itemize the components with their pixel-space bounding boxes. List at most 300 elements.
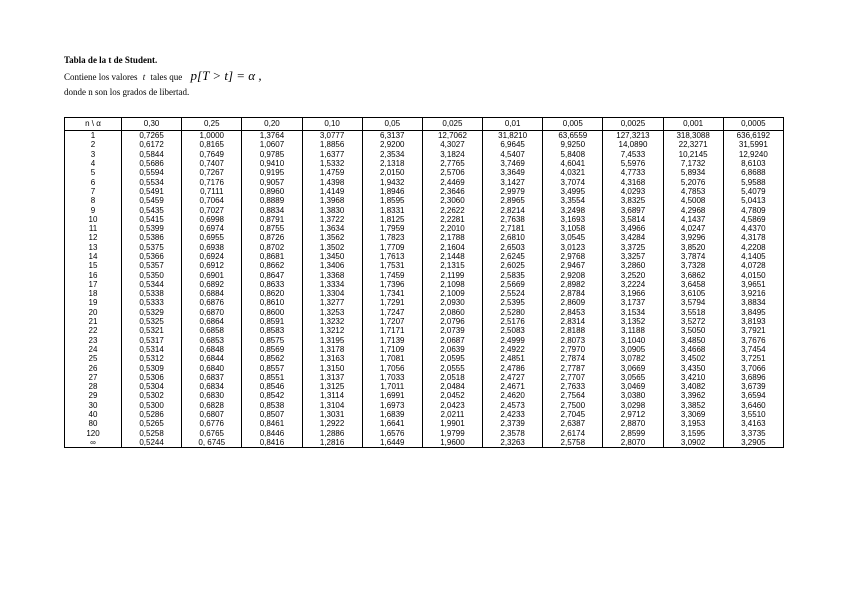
critical-value-cell: 3,4284 (603, 233, 663, 242)
critical-value-cell: 3,8193 (723, 317, 783, 326)
critical-value-cell: 2,6810 (483, 233, 543, 242)
alpha-header: 0,001 (663, 118, 723, 131)
critical-value-cell: 0,8633 (242, 280, 302, 289)
critical-value-cell: 3,7454 (723, 345, 783, 354)
critical-value-cell: 3,7066 (723, 363, 783, 372)
critical-value-cell: 1,3502 (302, 243, 362, 252)
critical-value-cell: 1,9799 (422, 429, 482, 438)
critical-value-cell: 0,7649 (182, 150, 242, 159)
critical-value-cell: 1,3163 (302, 354, 362, 363)
table-row (65, 354, 784, 363)
critical-value-cell: 4,3168 (603, 177, 663, 186)
critical-value-cell: 0,5338 (122, 289, 182, 298)
critical-value-cell: 1,7207 (362, 317, 422, 326)
table-row (65, 177, 784, 186)
critical-value-cell: 0,5344 (122, 280, 182, 289)
critical-value-cell: 0,8165 (182, 140, 242, 149)
critical-value-cell: 1,6641 (362, 419, 422, 428)
critical-value-cell: 3,1040 (603, 336, 663, 345)
critical-value-cell: 0,5244 (122, 438, 182, 448)
critical-value-cell: 0,5314 (122, 345, 182, 354)
degrees-of-freedom-cell: 17 (65, 280, 122, 289)
critical-value-cell: 0, 6745 (182, 438, 242, 448)
critical-value-cell: 22,3271 (663, 140, 723, 149)
critical-value-cell: 1,7341 (362, 289, 422, 298)
table-row (65, 401, 784, 410)
critical-value-cell: 2,9208 (543, 270, 603, 279)
degrees-of-freedom-cell: 19 (65, 298, 122, 307)
critical-value-cell: 1,3031 (302, 410, 362, 419)
critical-value-cell: 0,5286 (122, 410, 182, 419)
critical-value-cell: 3,4668 (663, 345, 723, 354)
critical-value-cell: 1,9432 (362, 177, 422, 186)
degrees-of-freedom-cell: 3 (65, 150, 122, 159)
critical-value-cell: 318,3088 (663, 131, 723, 141)
critical-value-cell: 2,9979 (483, 187, 543, 196)
critical-value-cell: 3,4850 (663, 336, 723, 345)
critical-value-cell: 4,3178 (723, 233, 783, 242)
critical-value-cell: 2,1315 (422, 261, 482, 270)
critical-value-cell: 2,3739 (483, 419, 543, 428)
alpha-header: 0,0025 (603, 118, 663, 131)
critical-value-cell: 4,7733 (603, 168, 663, 177)
critical-value-cell: 0,5329 (122, 308, 182, 317)
critical-value-cell: 0,6765 (182, 429, 242, 438)
critical-value-cell: 3,3962 (663, 391, 723, 400)
critical-value-cell: 2,4851 (483, 354, 543, 363)
critical-value-cell: 4,1437 (663, 215, 723, 224)
critical-value-cell: 3,1824 (422, 150, 482, 159)
critical-value-cell: 2,3263 (483, 438, 543, 448)
critical-value-cell: 2,5395 (483, 298, 543, 307)
critical-value-cell: 1,4759 (302, 168, 362, 177)
critical-value-cell: 2,5758 (543, 438, 603, 448)
degrees-of-freedom-cell: 8 (65, 196, 122, 205)
probability-formula: p[T > t] = α , (190, 68, 262, 83)
critical-value-cell: 1,3178 (302, 345, 362, 354)
critical-value-cell: 2,0595 (422, 354, 482, 363)
critical-value-cell: 0,7027 (182, 205, 242, 214)
critical-value-cell: 0,6901 (182, 270, 242, 279)
critical-value-cell: 2,4573 (483, 401, 543, 410)
table-row (65, 243, 784, 252)
critical-value-cell: 4,5407 (483, 150, 543, 159)
critical-value-cell: 0,5415 (122, 215, 182, 224)
degrees-of-freedom-cell: 9 (65, 205, 122, 214)
table-row (65, 410, 784, 419)
critical-value-cell: 1,6991 (362, 391, 422, 400)
critical-value-cell: 2,1788 (422, 233, 482, 242)
critical-value-cell: 5,0413 (723, 196, 783, 205)
critical-value-cell: 3,4210 (663, 373, 723, 382)
critical-value-cell: 1,3562 (302, 233, 362, 242)
table-row (65, 298, 784, 307)
critical-value-cell: 3,9296 (663, 233, 723, 242)
critical-value-cell: 0,5491 (122, 187, 182, 196)
critical-value-cell: 3,0469 (603, 382, 663, 391)
critical-value-cell: 0,5306 (122, 373, 182, 382)
critical-value-cell: 0,8647 (242, 270, 302, 279)
critical-value-cell: 0,6172 (122, 140, 182, 149)
critical-value-cell: 3,1953 (663, 419, 723, 428)
critical-value-cell: 2,8188 (543, 326, 603, 335)
page-header (64, 53, 262, 100)
table-row (65, 438, 784, 448)
critical-value-cell: 3,2520 (603, 270, 663, 279)
table-row (65, 168, 784, 177)
critical-value-cell: 2,7707 (543, 373, 603, 382)
critical-value-cell: 0,8610 (242, 298, 302, 307)
critical-value-cell: 2,6245 (483, 252, 543, 261)
critical-value-cell: 1,9600 (422, 438, 482, 448)
degrees-of-freedom-cell: 5 (65, 168, 122, 177)
critical-value-cell: 2,9200 (362, 140, 422, 149)
table-row (65, 150, 784, 159)
critical-value-cell: 2,6025 (483, 261, 543, 270)
critical-value-cell: 1,7531 (362, 261, 422, 270)
critical-value-cell: 2,8784 (543, 289, 603, 298)
critical-value-cell: 0,6848 (182, 345, 242, 354)
table-header-row (65, 118, 784, 131)
critical-value-cell: 2,7787 (543, 363, 603, 372)
critical-value-cell: 4,4370 (723, 224, 783, 233)
critical-value-cell: 7,1732 (663, 159, 723, 168)
critical-value-cell: 3,0902 (663, 438, 723, 448)
critical-value-cell: 1,6839 (362, 410, 422, 419)
critical-value-cell: 1,3406 (302, 261, 362, 270)
critical-value-cell: 0,9195 (242, 168, 302, 177)
critical-value-cell: 2,3646 (422, 187, 482, 196)
critical-value-cell: 3,0669 (603, 363, 663, 372)
critical-value-cell: 2,5835 (483, 270, 543, 279)
degrees-of-freedom-cell: 22 (65, 326, 122, 335)
critical-value-cell: 0,5399 (122, 224, 182, 233)
critical-value-cell: 0,8583 (242, 326, 302, 335)
critical-value-cell: 2,0484 (422, 382, 482, 391)
critical-value-cell: 0,5357 (122, 261, 182, 270)
critical-value-cell: 2,5669 (483, 280, 543, 289)
critical-value-cell: 2,4922 (483, 345, 543, 354)
critical-value-cell: 2,7633 (543, 382, 603, 391)
critical-value-cell: 0,6807 (182, 410, 242, 419)
critical-value-cell: 3,3069 (663, 410, 723, 419)
critical-value-cell: 5,9588 (723, 177, 783, 186)
critical-value-cell: 3,0905 (603, 345, 663, 354)
critical-value-cell: 1,3253 (302, 308, 362, 317)
critical-value-cell: 1,0607 (242, 140, 302, 149)
table-row (65, 363, 784, 372)
critical-value-cell: 0,8551 (242, 373, 302, 382)
critical-value-cell: 0,8575 (242, 336, 302, 345)
critical-value-cell: 1,8595 (362, 196, 422, 205)
critical-value-cell: 2,5083 (483, 326, 543, 335)
critical-value-cell: 9,9250 (543, 140, 603, 149)
alpha-header: 0,005 (543, 118, 603, 131)
critical-value-cell: 3,6105 (663, 289, 723, 298)
critical-value-cell: 3,8325 (603, 196, 663, 205)
description-text: Contiene los valores (64, 72, 138, 82)
critical-value-cell: 4,0293 (603, 187, 663, 196)
degrees-of-freedom-cell: 24 (65, 345, 122, 354)
critical-value-cell: 2,0639 (422, 345, 482, 354)
critical-value-cell: 3,2224 (603, 280, 663, 289)
critical-value-cell: 0,8542 (242, 391, 302, 400)
critical-value-cell: 1,3722 (302, 215, 362, 224)
critical-value-cell: 2,8599 (603, 429, 663, 438)
critical-value-cell: 2,1009 (422, 289, 482, 298)
critical-value-cell: 0,6998 (182, 215, 242, 224)
critical-value-cell: 3,5794 (663, 298, 723, 307)
critical-value-cell: 12,9240 (723, 150, 783, 159)
critical-value-cell: 2,5280 (483, 308, 543, 317)
critical-value-cell: 2,8965 (483, 196, 543, 205)
critical-value-cell: 2,0860 (422, 308, 482, 317)
table-row (65, 140, 784, 149)
critical-value-cell: 1,6449 (362, 438, 422, 448)
critical-value-cell: 1,7109 (362, 345, 422, 354)
critical-value-cell: 0,7176 (182, 177, 242, 186)
student-t-table (64, 117, 784, 448)
critical-value-cell: 0,6776 (182, 419, 242, 428)
alpha-header: 0,025 (422, 118, 482, 131)
critical-value-cell: 2,7874 (543, 354, 603, 363)
table-row (65, 345, 784, 354)
critical-value-cell: 6,3137 (362, 131, 422, 141)
table-row (65, 429, 784, 438)
critical-value-cell: 0,6840 (182, 363, 242, 372)
degrees-of-freedom-cell: 40 (65, 410, 122, 419)
table-row (65, 233, 784, 242)
critical-value-cell: 3,5518 (663, 308, 723, 317)
critical-value-cell: 1,7396 (362, 280, 422, 289)
critical-value-cell: 1,7171 (362, 326, 422, 335)
degrees-of-freedom-cell: 27 (65, 373, 122, 382)
degrees-of-freedom-cell: 6 (65, 177, 122, 186)
critical-value-cell: 0,8662 (242, 261, 302, 270)
degrees-of-freedom-cell: 10 (65, 215, 122, 224)
critical-value-cell: 2,0150 (362, 168, 422, 177)
critical-value-cell: 2,0555 (422, 363, 482, 372)
critical-value-cell: 3,6896 (723, 373, 783, 382)
degrees-of-freedom-cell: 120 (65, 429, 122, 438)
critical-value-cell: 3,5510 (723, 410, 783, 419)
table-row (65, 187, 784, 196)
critical-value-cell: 2,0930 (422, 298, 482, 307)
critical-value-cell: 1,7709 (362, 243, 422, 252)
degrees-of-freedom-cell: 29 (65, 391, 122, 400)
critical-value-cell: 3,0380 (603, 391, 663, 400)
critical-value-cell: 2,8070 (603, 438, 663, 448)
description-line-2: donde n son los grados de libertad. (64, 87, 190, 97)
degrees-of-freedom-cell: 16 (65, 270, 122, 279)
critical-value-cell: 3,6739 (723, 382, 783, 391)
critical-value-cell: 0,6864 (182, 317, 242, 326)
critical-value-cell: 3,4966 (603, 224, 663, 233)
critical-value-cell: 3,7328 (663, 261, 723, 270)
critical-value-cell: 0,6924 (182, 252, 242, 261)
critical-value-cell: 3,4502 (663, 354, 723, 363)
critical-value-cell: 0,5325 (122, 317, 182, 326)
critical-value-cell: 4,0728 (723, 261, 783, 270)
critical-value-cell: 5,8408 (543, 150, 603, 159)
critical-value-cell: 4,0150 (723, 270, 783, 279)
critical-value-cell: 0,6876 (182, 298, 242, 307)
critical-value-cell: 3,5272 (663, 317, 723, 326)
critical-value-cell: 1,9901 (422, 419, 482, 428)
critical-value-cell: 1,7247 (362, 308, 422, 317)
critical-value-cell: 0,8569 (242, 345, 302, 354)
degrees-of-freedom-cell: 7 (65, 187, 122, 196)
critical-value-cell: 5,4079 (723, 187, 783, 196)
critical-value-cell: 4,0321 (543, 168, 603, 177)
critical-value-cell: 2,1199 (422, 270, 482, 279)
critical-value-cell: 2,8314 (543, 317, 603, 326)
critical-value-cell: 0,8702 (242, 243, 302, 252)
critical-value-cell: 0,7407 (182, 159, 242, 168)
critical-value-cell: 4,7853 (663, 187, 723, 196)
degrees-of-freedom-cell: 28 (65, 382, 122, 391)
table-body (65, 131, 784, 448)
critical-value-cell: 2,1098 (422, 280, 482, 289)
critical-value-cell: 0,8461 (242, 419, 302, 428)
critical-value-cell: 2,9712 (603, 410, 663, 419)
critical-value-cell: 1,3195 (302, 336, 362, 345)
critical-value-cell: 0,8791 (242, 215, 302, 224)
critical-value-cell: 2,7564 (543, 391, 603, 400)
critical-value-cell: 3,7074 (543, 177, 603, 186)
critical-value-cell: 0,6938 (182, 243, 242, 252)
critical-value-cell: 0,6858 (182, 326, 242, 335)
critical-value-cell: 0,5265 (122, 419, 182, 428)
critical-value-cell: 1,3150 (302, 363, 362, 372)
corner-header: n \ α (65, 118, 122, 131)
critical-value-cell: 127,3213 (603, 131, 663, 141)
critical-value-cell: 3,0298 (603, 401, 663, 410)
critical-value-cell: 2,9768 (543, 252, 603, 261)
critical-value-cell: 3,8495 (723, 308, 783, 317)
critical-value-cell: 3,0777 (302, 131, 362, 141)
critical-value-cell: 1,3232 (302, 317, 362, 326)
critical-value-cell: 1,2816 (302, 438, 362, 448)
critical-value-cell: 4,7809 (723, 205, 783, 214)
critical-value-cell: 3,1534 (603, 308, 663, 317)
critical-value-cell: 1,7139 (362, 336, 422, 345)
critical-value-cell: 0,8755 (242, 224, 302, 233)
critical-value-cell: 1,4398 (302, 177, 362, 186)
critical-value-cell: 1,3450 (302, 252, 362, 261)
critical-value-cell: 3,9651 (723, 280, 783, 289)
critical-value-cell: 1,7011 (362, 382, 422, 391)
critical-value-cell: 0,8591 (242, 317, 302, 326)
table-row (65, 382, 784, 391)
critical-value-cell: 3,3649 (483, 168, 543, 177)
critical-value-cell: 2,4671 (483, 382, 543, 391)
critical-value-cell: 0,9057 (242, 177, 302, 186)
critical-value-cell: 3,1058 (543, 224, 603, 233)
critical-value-cell: 2,7970 (543, 345, 603, 354)
critical-value-cell: 2,1318 (362, 159, 422, 168)
critical-value-cell: 1,7033 (362, 373, 422, 382)
critical-value-cell: 4,2208 (723, 243, 783, 252)
degrees-of-freedom-cell: 25 (65, 354, 122, 363)
critical-value-cell: 1,3830 (302, 205, 362, 214)
critical-value-cell: 4,3027 (422, 140, 482, 149)
critical-value-cell: 0,6853 (182, 336, 242, 345)
critical-value-cell: 0,6974 (182, 224, 242, 233)
critical-value-cell: 3,4163 (723, 419, 783, 428)
critical-value-cell: 3,3257 (603, 252, 663, 261)
degrees-of-freedom-cell: 20 (65, 308, 122, 317)
critical-value-cell: 2,4999 (483, 336, 543, 345)
critical-value-cell: 3,8520 (663, 243, 723, 252)
critical-value-cell: 0,5350 (122, 270, 182, 279)
critical-value-cell: 1,3634 (302, 224, 362, 233)
critical-value-cell: 3,1352 (603, 317, 663, 326)
table-row (65, 196, 784, 205)
alpha-header: 0,25 (182, 118, 242, 131)
critical-value-cell: 0,8620 (242, 289, 302, 298)
critical-value-cell: 1,3334 (302, 280, 362, 289)
critical-value-cell: 0,8557 (242, 363, 302, 372)
table-row (65, 419, 784, 428)
critical-value-cell: 1,8125 (362, 215, 422, 224)
degrees-of-freedom-cell: 23 (65, 336, 122, 345)
critical-value-cell: 2,4620 (483, 391, 543, 400)
variable-t: t (142, 72, 146, 82)
critical-value-cell: 2,4469 (422, 177, 482, 186)
critical-value-cell: 3,7921 (723, 326, 783, 335)
table-row (65, 391, 784, 400)
table-row (65, 270, 784, 279)
critical-value-cell: 1,3104 (302, 401, 362, 410)
critical-value-cell: 1,6973 (362, 401, 422, 410)
critical-value-cell: 2,6387 (543, 419, 603, 428)
critical-value-cell: 1,8856 (302, 140, 362, 149)
critical-value-cell: 3,3554 (543, 196, 603, 205)
critical-value-cell: 1,7459 (362, 270, 422, 279)
table-row (65, 289, 784, 298)
critical-value-cell: 4,0247 (663, 224, 723, 233)
critical-value-cell: 2,8982 (543, 280, 603, 289)
critical-value-cell: 3,0123 (543, 243, 603, 252)
critical-value-cell: 1,3125 (302, 382, 362, 391)
critical-value-cell: 2,2281 (422, 215, 482, 224)
critical-value-cell: 0,6892 (182, 280, 242, 289)
critical-value-cell: 0,5300 (122, 401, 182, 410)
degrees-of-freedom-cell: 11 (65, 224, 122, 233)
critical-value-cell: 2,5176 (483, 317, 543, 326)
critical-value-cell: 3,7251 (723, 354, 783, 363)
table-row (65, 252, 784, 261)
critical-value-cell: 3,1693 (543, 215, 603, 224)
critical-value-cell: 0,6844 (182, 354, 242, 363)
critical-value-cell: 1,8946 (362, 187, 422, 196)
critical-value-cell: 2,4727 (483, 373, 543, 382)
critical-value-cell: 3,6897 (603, 205, 663, 214)
table-row (65, 308, 784, 317)
critical-value-cell: 1,3277 (302, 298, 362, 307)
critical-value-cell: 0,5302 (122, 391, 182, 400)
critical-value-cell: 0,8416 (242, 438, 302, 448)
critical-value-cell: 0,5686 (122, 159, 182, 168)
critical-value-cell: 10,2145 (663, 150, 723, 159)
critical-value-cell: 2,6503 (483, 243, 543, 252)
critical-value-cell: 1,2886 (302, 429, 362, 438)
critical-value-cell: 3,3735 (723, 429, 783, 438)
alpha-header: 0,0005 (723, 118, 783, 131)
degrees-of-freedom-cell: 30 (65, 401, 122, 410)
critical-value-cell: 3,6460 (723, 401, 783, 410)
